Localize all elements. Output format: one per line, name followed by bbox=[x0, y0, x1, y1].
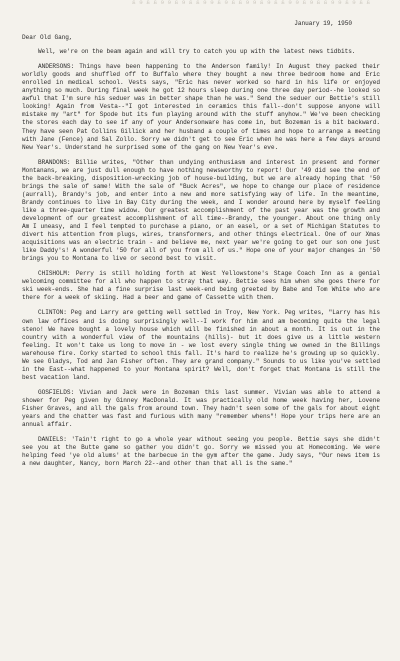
paragraph-text: Things have been happening to the Anderson family! In August they packed their worldly goods and shuffled off to Buffalo where they bought a new three bedroom home and Eric enrolled in medical school. Vests says, "Eric has never worked so hard in his life or enjoyed anything so much. During final week he got 12 hours sleep during one three day period--he looked so awful that I'm sure his seduer was in better shape than he was." Send the seduer our Bettie's still looking! Again from Vesta--"I got interested in ceramics this fall--don't suppose anyone will mistake my "art" for Spode but its fun playing around with the stuff anyhow." We've been checking the stores each day to see if any of your Andersonware has come in, but Bozeman is a bit backward. They have seen Pat Collins Gillick and her husband a couple of times and hope to arrange a meeting with Jane (Fence) and Sal Zollo. Sorry we didn't get to see Eric when he was here a few days around New Year's. Understand he surprised some of the gang on New Year's eve. bbox=[22, 63, 380, 151]
paragraph-heading: CHISHOLM: bbox=[38, 270, 76, 278]
paragraph-heading: BRANDONS: bbox=[38, 158, 76, 166]
paragraph-text: Well, we're on the beam again and will try to catch you up with the latest news tidbits. bbox=[38, 48, 356, 56]
letter-date: January 19, 1950 bbox=[294, 20, 352, 27]
paragraph-heading: DANIELS: bbox=[38, 436, 72, 444]
paragraph-brandons bbox=[22, 159, 380, 264]
paragraph-clinton bbox=[22, 309, 380, 381]
paragraph-intro bbox=[22, 48, 380, 56]
paragraph-text: Vivian and Jack were in Bozeman this last summer. Vivian was able to attend a shower for Peg given by Ginney MacDonald. It was practically old home week having her, Lovene Fisher Graves, and all the gals from around town. They hadn't seen some of the gals for about eight years and the chatter was fast and furious with many "remember whens"! Hope your trips here are an annual affair. bbox=[22, 388, 380, 429]
show-through-text: a a e a e e a a e a e e a a e a e e a a e a e e a a e a e e a a e a bbox=[132, 0, 370, 6]
paragraph-heading: ANDERSONS: bbox=[38, 63, 80, 71]
paragraph-heading: CLINTON: bbox=[38, 309, 71, 317]
paragraph-text: Perry is still holding forth at West Yellowstone's Stage Coach Inn as a genial welcoming committee for all who happen to stray that way. Bettie sees him when she goes there for ski week-ends. She had a fine surprise last week-end being greeted by Babe and Tom White who are there for a week of skiing. Had a beer and game of Cassette with them. bbox=[22, 270, 380, 302]
paragraph-andersons bbox=[22, 63, 380, 152]
paragraph-text: 'Tain't right to go a whole year without seeing you people. Bettie says she didn't see you at the Butte game so gather you didn't go. Sorry we missed you at Homecoming. We were helping feed 'ye old alums' at the barbecue in the gym after the game. Judy says, "Our news item is a new daughter, Nancy, born March 22--and other than that all is the same." bbox=[22, 436, 381, 468]
paragraph-daniels bbox=[22, 436, 380, 468]
salutation: Dear Old Gang, bbox=[22, 34, 73, 42]
paragraph-text: Billie writes, "Other than undying enthusiasm and interest in present and former Montanans, we are just dull enough to have nothing newsworthy to report! Our '49 did see the end of the back-breaking, disposition-wrecking job of house-building, but we are already hoping that '50 brings the sale of same! With the sale of "Buck Acres", we hope to change our place of residence (aurrall), Brandy's job, and enter into a new and more satisfying way of life. In the meantime, Brandy continues to live in Bay City during the week, and I wonder around here by myself feeling like a three-quarter time widow. Our greatest accomplishment of the past year was the growth and development of our greatest accomplishment of all time--Brandy, the younger. About one thing only Am I uneasy, and I feel tempted to purchase a piano, or an easel, or a set of Michigan Statutes to divert his attention from plugs, wires, transformers, and other things electrical. One of our Xmas acquisitions was an electric train - and believe me, next year we're going to get our son one just like Daddy's! A wonderful '50 for all of you from all of us." Hope one of your major changes in '50 brings you to Montana to live or second best to visit. bbox=[22, 158, 380, 263]
paragraph-text: Peg and Larry are getting well settled in Troy, New York. Peg writes, "Larry has his own law offices and is doing surprisingly well--I work for him and am becoming quite the legal steno! We have bought a lovely house which will be finished in about a month. It is out in the country with a wonderful view of the mountains (hills)- but it does give us a little western feeling. It won't take us long to move in - we lost every single thing we owned in the Billings warehouse fire. Corky started to school this fall. It's hard to realize he's growing up so quickly. We see Gladys, Tod and Jan Fisher often. They are grand company." Sounds to us like you've settled in the East--what happened to your Montana spirit? Well, don't forget that Montana is still the best vacation land. bbox=[22, 309, 380, 381]
paragraph-gosfields bbox=[22, 389, 380, 429]
paragraph-chisholm bbox=[22, 270, 380, 302]
paragraph-heading: GOSFIELDS: bbox=[38, 388, 80, 396]
